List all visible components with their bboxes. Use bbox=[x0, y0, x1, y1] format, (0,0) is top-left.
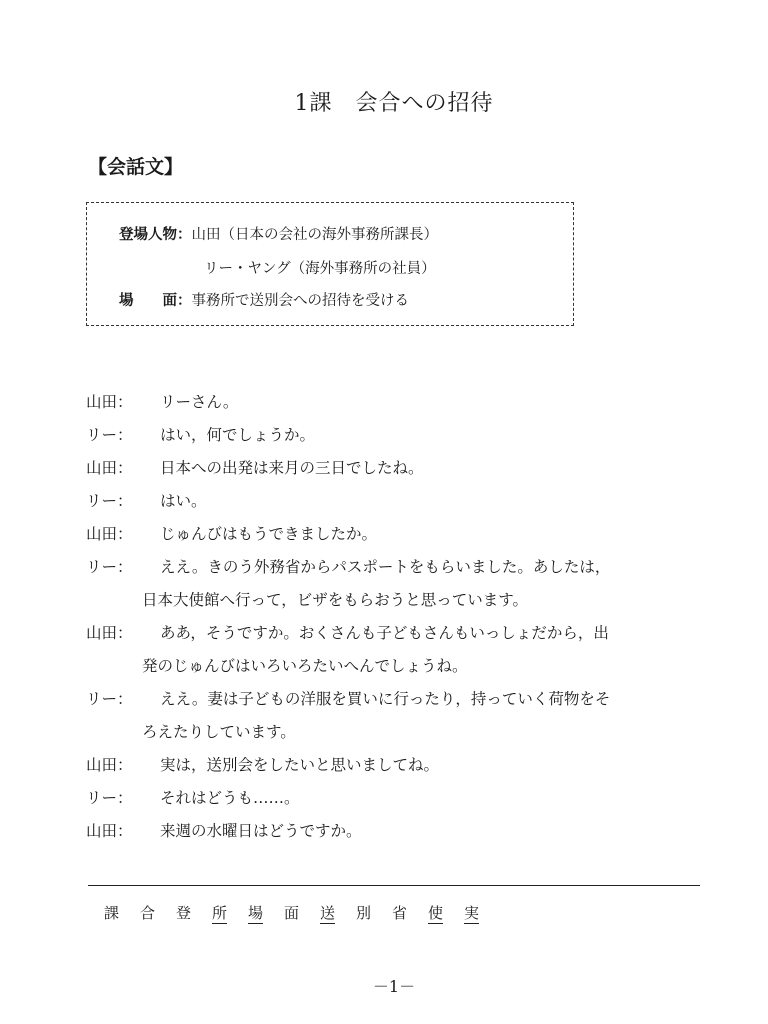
speaker-name: リー： bbox=[86, 426, 133, 444]
characters-label: 登場人物： bbox=[119, 227, 192, 243]
scene-text: 事務所で送別会への招待を受ける bbox=[191, 293, 409, 309]
dialogue-line bbox=[86, 749, 706, 782]
utterance-continuation: ろえたりしています。 bbox=[142, 723, 296, 741]
dialogue-line bbox=[86, 815, 706, 848]
vocab-kanji-text: 所 bbox=[212, 904, 228, 922]
dialogue-line bbox=[86, 386, 706, 419]
utterance-text: 日本への出発は来月の三日でしたね。 bbox=[160, 459, 424, 477]
vocab-kanji bbox=[140, 902, 176, 923]
dialogue-continuation-line bbox=[86, 716, 706, 749]
speaker-name: 山田： bbox=[86, 756, 133, 774]
dialogue bbox=[86, 386, 706, 848]
vocab-kanji-text: 送 bbox=[320, 904, 336, 922]
character-lee: リー・ヤング（海外事務所の社員） bbox=[204, 261, 436, 277]
dialogue-line bbox=[86, 617, 706, 650]
vocab-kanji-text: 面 bbox=[284, 904, 300, 922]
characters-row bbox=[119, 223, 438, 244]
speaker-name: 山田： bbox=[86, 525, 133, 543]
utterance-text: はい。 bbox=[160, 492, 207, 510]
speaker-name: 山田： bbox=[86, 459, 133, 477]
dialogue-line bbox=[86, 419, 706, 452]
utterance-text: ああ，そうですか。おくさんも子どもさんもいっしょだから，出 bbox=[160, 624, 609, 642]
vocab-kanji bbox=[356, 902, 392, 923]
vocab-kanji-text: 登 bbox=[176, 904, 192, 922]
utterance-text: それはどうも……。 bbox=[160, 789, 300, 807]
speaker-name: リー： bbox=[86, 492, 133, 510]
speaker-name: リー： bbox=[86, 690, 133, 708]
character-yamada: 山田（日本の会社の海外事務所課長） bbox=[191, 227, 438, 243]
utterance-text: じゅんびはもうできましたか。 bbox=[160, 525, 378, 543]
speaker-name: 山田： bbox=[86, 393, 133, 411]
vocab-kanji bbox=[212, 902, 248, 923]
utterance-continuation: 日本大使館へ行って，ビザをもらおうと思っています。 bbox=[142, 591, 528, 609]
vocab-kanji-text: 別 bbox=[356, 904, 372, 922]
speaker-name: 山田： bbox=[86, 624, 133, 642]
vocab-kanji bbox=[248, 902, 284, 923]
vocab-kanji-text: 合 bbox=[140, 904, 156, 922]
vocab-kanji bbox=[428, 902, 464, 923]
vocab-kanji-text: 実 bbox=[464, 904, 480, 922]
speaker-name: 山田： bbox=[86, 822, 133, 840]
scene-label: 場 面： bbox=[119, 293, 192, 309]
dialogue-line bbox=[86, 452, 706, 485]
vocab-kanji bbox=[392, 902, 428, 923]
speaker-name: リー： bbox=[86, 558, 133, 576]
dialogue-continuation-line bbox=[86, 584, 706, 617]
vocab-kanji-text: 使 bbox=[428, 904, 444, 922]
vocab-kanji bbox=[176, 902, 212, 923]
utterance-text: ええ。きのう外務省からパスポートをもらいました。あしたは， bbox=[160, 558, 611, 576]
speaker-name: リー： bbox=[86, 789, 133, 807]
vocab-kanji bbox=[104, 902, 140, 923]
dialogue-continuation-line bbox=[86, 650, 706, 683]
dialogue-line bbox=[86, 683, 706, 716]
page-title: 1課 会合への招待 bbox=[294, 91, 494, 116]
vocab-kanji bbox=[464, 902, 500, 923]
vocab-kanji-text: 省 bbox=[392, 904, 408, 922]
page-number: －1－ bbox=[372, 977, 416, 996]
characters-info-box bbox=[86, 202, 574, 326]
vocab-kanji-text: 課 bbox=[104, 904, 120, 922]
utterance-text: ええ。妻は子どもの洋服を買いに行ったり，持っていく荷物をそ bbox=[160, 690, 611, 708]
vocab-row bbox=[104, 902, 500, 923]
divider bbox=[88, 885, 700, 886]
character-row-2 bbox=[204, 257, 436, 278]
utterance-text: リーさん。 bbox=[160, 393, 239, 411]
utterance-continuation: 発のじゅんびはいろいろたいへんでしょうね。 bbox=[142, 657, 468, 675]
scene-row bbox=[119, 289, 409, 310]
utterance-text: 来週の水曜日はどうですか。 bbox=[160, 822, 362, 840]
dialogue-line bbox=[86, 485, 706, 518]
dialogue-line bbox=[86, 782, 706, 815]
vocab-kanji bbox=[320, 902, 356, 923]
dialogue-line bbox=[86, 518, 706, 551]
dialogue-line bbox=[86, 551, 706, 584]
section-heading: 【会話文】 bbox=[88, 156, 184, 178]
utterance-text: はい，何でしょうか。 bbox=[160, 426, 316, 444]
vocab-kanji bbox=[284, 902, 320, 923]
vocab-kanji-text: 場 bbox=[248, 904, 264, 922]
utterance-text: 実は，送別会をしたいと思いましてね。 bbox=[160, 756, 440, 774]
